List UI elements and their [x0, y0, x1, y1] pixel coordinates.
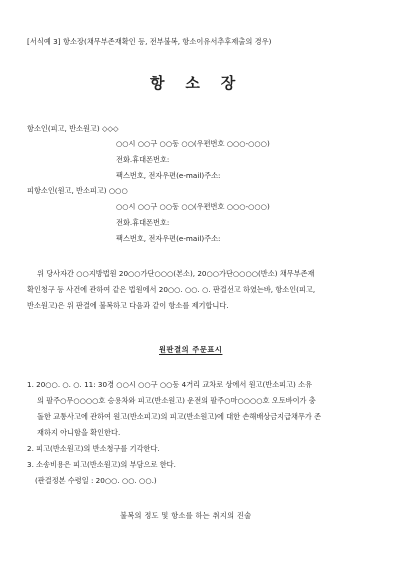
- section-original-heading: 원판결의 주문표시: [159, 345, 223, 354]
- original-item-line-3: 돌한 교통사고에 관하여 원고(반소피고)의 피고(반소원고)에 대한 손해배상금지급채무가 존: [37, 412, 322, 421]
- original-item-line-2: 의 팔주○무○○○○호 승용차와 피고(반소원고) 운전의 팔주○마○○○○호 오토바이가 충: [37, 396, 316, 405]
- appellant-heading: 항소인(피고, 반소원고) ◇◇◇: [27, 124, 119, 133]
- appellant-fax-email: 팩스번호, 전자우편(e-mail)주소:: [116, 171, 221, 180]
- original-item-line-5: 2. 피고(반소원고)의 반소청구를 기각한다.: [27, 444, 160, 453]
- appellee-address: ○○시 ○○구 ○○동 ○○(우편번호 ○○○-○○○): [116, 202, 270, 211]
- appellee-phone: 전화.휴대폰번호:: [116, 218, 170, 227]
- original-item-line-1: 1. 20○○. ○. ○. 11: 30경 ○○시 ○○구 ○○동 4거리 교차로 상에서 원고(반소피고) 소유: [27, 380, 313, 389]
- appellant-phone: 전화.휴대폰번호:: [116, 155, 170, 164]
- document-title: 항 소 장: [150, 74, 236, 92]
- judgment-receipt-date: (판결정본 수령일 : 20○○. ○○. ○○.): [35, 476, 157, 485]
- intro-line-1: 위 당사자간 ○○지방법원 20○○가단○○○(본소), 20○○가단○○○○(반소) 채무부존재: [37, 269, 315, 278]
- form-label: [서식예 3] 항소장(채무부존재확인 등, 전부불복, 항소이유서추후제출의 경우): [27, 37, 272, 46]
- intro-line-2: 확인청구 등 사건에 관하여 같은 법원에서 20○○. ○○. ○. 판결선고 하였는바, 항소인(피고,: [27, 285, 316, 294]
- appellee-fax-email: 팩스번호, 전자우편(e-mail)주소:: [116, 234, 221, 243]
- appellee-heading: 피항소인(원고, 반소피고) ○○○: [27, 186, 128, 195]
- section-scope-heading: 불복의 정도 및 항소를 하는 취지의 진술: [120, 511, 252, 520]
- original-item-line-6: 3. 소송비용은 피고(반소원고)의 부담으로 한다.: [27, 460, 176, 469]
- intro-line-3: 반소원고)은 위 판결에 불복하고 다음과 같이 항소를 제기합니다.: [27, 301, 229, 310]
- original-item-line-4: 재하지 아니함을 확인한다.: [37, 428, 121, 437]
- appellant-address: ○○시 ○○구 ○○동 ○○(우편번호 ○○○-○○○): [116, 139, 270, 148]
